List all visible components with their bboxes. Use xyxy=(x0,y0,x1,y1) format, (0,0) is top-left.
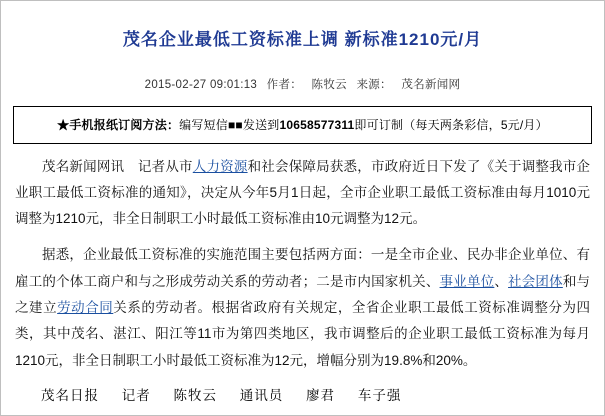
article-body xyxy=(1,154,604,375)
footer-source: 茂名日报 xyxy=(41,388,99,404)
footer-correspondent-2: 车子强 xyxy=(357,388,402,404)
paragraph-text: 关系的劳动者。根据省政府有关规定，全省企业职工最低工资标准调整分为四类，其中茂名、湛江、阳江等11市为第四类地区，我市调整后的企业职工最低工资标准为每月1210元，非全日制职工小时最低工资标准为12元，增幅分别为19.8%和20%。 xyxy=(15,300,591,368)
footer-role-reporter: 记者 xyxy=(121,388,151,404)
paragraph-1 xyxy=(15,154,590,233)
notice-number: 10658577311 xyxy=(279,117,355,132)
notice-text-1: 编写短信■■发送到 xyxy=(179,117,280,132)
footer-role-correspondent: 通讯员 xyxy=(239,388,284,404)
article-footer xyxy=(1,384,604,404)
paragraph-2 xyxy=(15,242,590,374)
paragraph-text: 和与之建立 xyxy=(15,273,591,316)
paragraph-text: 和社会保障局获悉，市政府近日下发了《关于调整我市企业职工最低工资标准的通知》，决定从今年5月1日起，全市企业职工最低工资标准由每月1010元调整为1210元，非全日制职工小时最低工资标准由10元调整为12元。 xyxy=(15,158,591,227)
page-title: 茂名企业最低工资标准上调 新标准1210元/月 xyxy=(122,30,483,50)
author-label: 作者： xyxy=(266,78,303,91)
author-name: 陈牧云 xyxy=(311,78,347,91)
footer-correspondent-1: 廖君 xyxy=(306,388,336,404)
footer-reporter-name: 陈牧云 xyxy=(173,388,218,404)
source-label: 来源： xyxy=(356,78,392,91)
star-icon: ★ xyxy=(57,117,70,132)
paragraph-text: 、 xyxy=(494,273,509,289)
inline-link[interactable]: 事业单位 xyxy=(439,273,495,289)
inline-link[interactable]: 劳动合同 xyxy=(57,300,114,316)
source-name: 茂名新闻网 xyxy=(401,78,461,91)
article-meta xyxy=(1,64,604,102)
publish-datetime: 2015-02-27 09:01:13 xyxy=(144,78,258,91)
notice-text-2: 即可订制（每天两条彩信，5元/月） xyxy=(354,117,548,132)
subscription-notice xyxy=(13,106,592,144)
notice-lead: 手机报纸订阅方法： xyxy=(69,117,180,132)
inline-link[interactable]: 社会团体 xyxy=(508,273,563,289)
inline-link[interactable]: 人力资源 xyxy=(192,158,248,174)
paragraph-text: 茂名新闻网讯 记者从市 xyxy=(42,158,193,174)
paragraph-text: 据悉，企业最低工资标准的实施范围主要包括两方面：一是全市企业、民办非企业单位、有雇工的个体工商户和与之形成劳动关系的劳动者；二是市内国家机关、 xyxy=(15,247,590,289)
